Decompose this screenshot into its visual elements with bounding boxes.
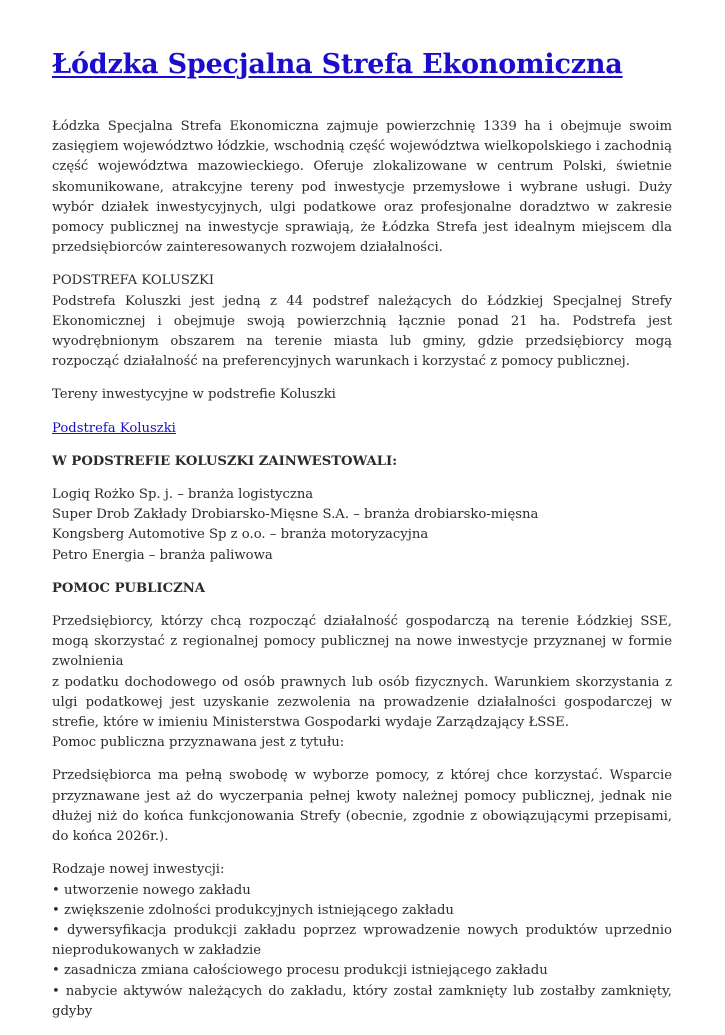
investor-item: Kongsberg Automotive Sp z o.o. – branża motoryzacyjna — [52, 527, 429, 543]
title-link[interactable]: Łódzka Specjalna Strefa Ekonomiczna — [52, 49, 623, 80]
investment-types-list — [52, 860, 672, 1022]
investment-type-item: • nabycie aktywów należących do zakładu, który został zamknięty lub zostałby zamknięty, gdyby — [52, 983, 672, 1019]
public-aid-text-a: Przedsiębiorcy, którzy chcą rozpocząć działalność gospodarczą na terenie Łódzkiej SSE, mogą skorzystać z regionalnej pomocy publicznej na nowe inwestycje przyznanej w formie zwolnienia — [52, 614, 672, 670]
subzone-section — [52, 271, 672, 372]
subzone-heading: PODSTREFA KOLUSZKI — [52, 273, 215, 289]
subzone-link[interactable]: Podstrefa Koluszki — [52, 420, 176, 436]
investors-heading: W PODSTREFIE KOLUSZKI ZAINWESTOWALI: — [52, 453, 398, 469]
investment-type-item: • utworzenie nowego zakładu — [52, 882, 251, 898]
investors-list — [52, 485, 672, 566]
investment-areas-link-paragraph — [52, 419, 672, 439]
investor-item: Logiq Rożko Sp. j. – branża logistyczna — [52, 487, 314, 503]
document-page — [52, 46, 672, 1035]
investment-type-item: • dywersyfikacja produkcji zakładu poprzez wprowadzenie nowych produktów uprzednio nieprodukowanych w zakładzie — [52, 922, 672, 959]
public-aid-paragraph — [52, 612, 672, 753]
public-aid-heading: POMOC PUBLICZNA — [52, 580, 205, 596]
investment-type-item: • zwiększenie zdolności produkcyjnych istniejącego zakładu — [52, 902, 454, 918]
investor-item: Petro Energia – branża paliwowa — [52, 547, 273, 563]
entrepreneur-choice-paragraph: Przedsiębiorca ma pełną swobodę w wyborze pomocy, z której chce korzystać. Wsparcie przyznawane jest aż do wyczerpania pełnej kwoty należnej pomocy publicznej, jednak nie dłużej niż do końca funkcjonowania Strefy (obecnie, zgodnie z obowiązującymi przepisami, do końca 2026r.). — [52, 768, 672, 845]
public-aid-text-b: z podatku dochodowego od osób prawnych lub osób fizycznych. Warunkiem skorzystania z ulgi podatkowej jest uzyskanie zezwolenia na prowadzenie działalności gospodarczej w strefie, które w imieniu Ministerstwa Gospodarki wydaje Zarządzający ŁSSE. — [52, 674, 672, 731]
investor-item: Super Drob Zakłady Drobiarsko-Mięsne S.A. – branża drobiarsko-mięsna — [52, 507, 539, 523]
subzone-text: Podstrefa Koluszki jest jedną z 44 podstref należących do Łódzkiej Specjalnej Strefy Ekonomicznej i obejmuje swoją powierzchnią łącznie ponad 21 ha. Podstrefa jest wyodrębnionym obszarem na terenie miasta lub gminy, gdzie przedsiębiorcy mogą rozpocząć działalność na preferencyjnych warunkach i korzystać z pomocy publicznej. — [52, 293, 672, 370]
investment-types-heading: Rodzaje nowej inwestycji: — [52, 862, 225, 878]
investment-areas-text: Tereny inwestycyjne w podstrefie Koluszki — [52, 387, 336, 403]
intro-paragraph: Łódzka Specjalna Strefa Ekonomiczna zajmuje powierzchnię 1339 ha i obejmuje swoim zasięgiem województwo łódzkie, wschodnią część województwa wielkopolskiego i zachodnią część województwa mazowieckiego. Oferuje zlokalizowane w centrum Polski, świetnie skomunikowane, atrakcyjne tereny pod inwestycje przemysłowe i wybrane usługi. Duży wybór działek inwestycyjnych, ulgi podatkowe oraz profesjonalne doradztwo w zakresie pomocy publicznej na inwestycje sprawiają, że Łódzka Strefa jest idealnym miejscem dla przedsiębiorców zainteresowanych rozwojem działalności. — [52, 119, 672, 256]
page-title — [52, 46, 672, 84]
public-aid-text-c: Pomoc publiczna przyznawana jest z tytułu: — [52, 735, 345, 751]
investment-type-item: • zasadnicza zmiana całościowego procesu produkcji istniejącego zakładu — [52, 963, 548, 979]
